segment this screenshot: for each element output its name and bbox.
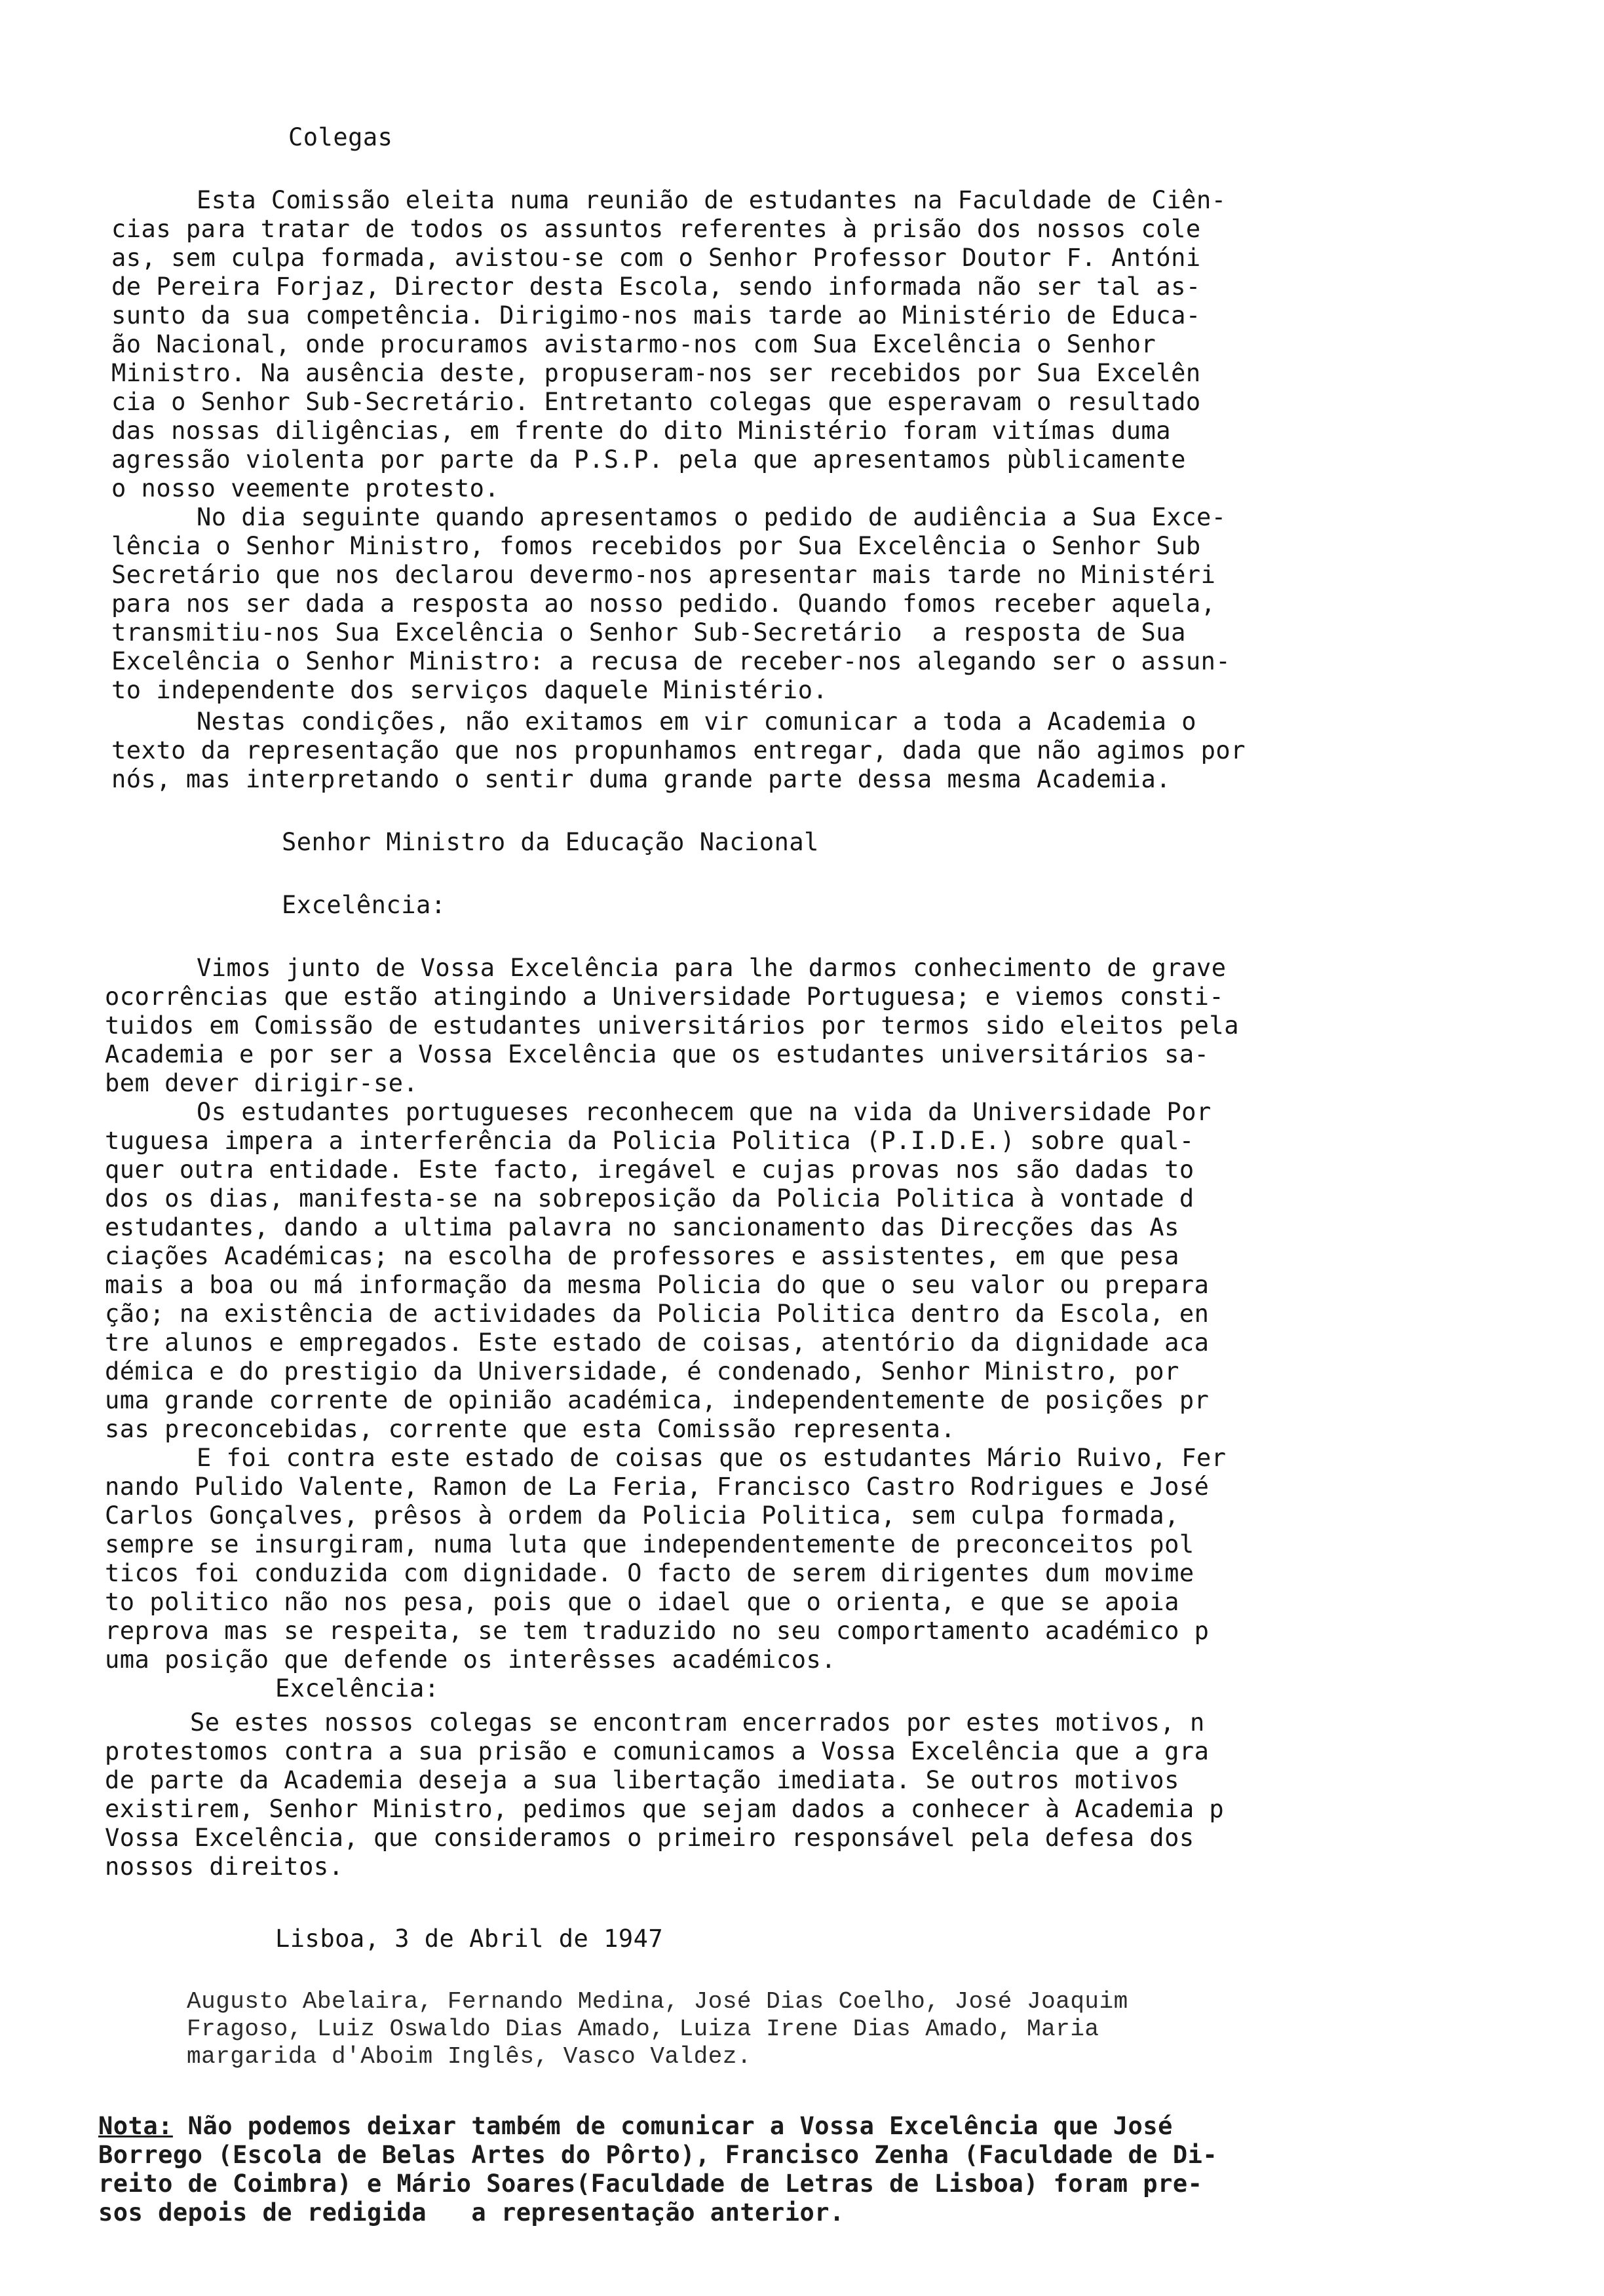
signatories-line: margarida d'Aboim Inglês, Vasco Valdez. [187, 2043, 752, 2070]
intro-line: Ministro. Na ausência deste, propuseram-nos ser recebidos por Sua Excelên [111, 359, 1201, 387]
intro-line: o nosso veemente protesto. [111, 474, 500, 502]
letter-body-line: uma grande corrente de opinião académica, independentemente de posições pr [105, 1386, 1210, 1414]
signatories-line: Fragoso, Luiz Oswaldo Dias Amado, Luiza Irene Dias Amado, Maria [187, 2016, 1099, 2042]
letter-body-line: démica e do prestigio da Universidade, é condenado, Senhor Ministro, por [105, 1357, 1179, 1385]
intro-line: Excelência o Senhor Ministro: a recusa de receber-nos alegando ser o assun- [111, 647, 1231, 675]
intro-line: Nestas condições, não exitamos em vir comunicar a toda a Academia o [197, 707, 1196, 736]
intro-line: Esta Comissão eleita numa reunião de estudantes na Faculdade de Ciên- [197, 186, 1227, 214]
letter-body-line: estudantes, dando a ultima palavra no sancionamento das Direcções das As [105, 1213, 1179, 1241]
intro-line: texto da representação que nos propunhamos entregar, dada que não agimos por [111, 736, 1246, 764]
intro-line: No dia seguinte quando apresentamos o pedido de audiência a Sua Exce- [197, 503, 1227, 531]
letter-body-line: sas preconcebidas, corrente que esta Comissão representa. [105, 1415, 956, 1443]
letter-closing-line: de parte da Academia deseja a sua libertação imediata. Se outros motivos [105, 1766, 1179, 1794]
letter-body-line: ciações Académicas; na escolha de professores e assistentes, em que pesa [105, 1242, 1179, 1270]
letter-body-line: ticos foi conduzida com dignidade. O facto de serem dirigentes dum movime [105, 1559, 1194, 1587]
intro-line: agressão violenta por parte da P.S.P. pela que apresentamos pùblicamente [111, 445, 1186, 474]
letter-body-line: Academia e por ser a Vossa Excelência que os estudantes universitários sa- [105, 1040, 1210, 1068]
intro-line: lência o Senhor Ministro, fomos recebidos por Sua Excelência o Senhor Sub [111, 532, 1201, 560]
signatories-line: Augusto Abelaira, Fernando Medina, José Dias Coelho, José Joaquim [187, 1988, 1128, 2015]
nota-line: sos depois de redigida a representação anterior. [98, 2198, 845, 2227]
letter-body-line: tuguesa impera a interferência da Policia Politica (P.I.D.E.) sobre qual- [105, 1127, 1194, 1155]
letter-greeting: Excelência: [282, 891, 446, 919]
nota-text: Não podemos deixar também de comunicar a Vossa Excelência que José [172, 2112, 1173, 2140]
letter-body-line: sempre se insurgiram, numa luta que independentemente de preconceitos pol [105, 1530, 1194, 1558]
letter-body-line: nando Pulido Valente, Ramon de La Feria, Francisco Castro Rodrigues e José [105, 1473, 1210, 1501]
intro-line: to independente dos serviços daquele Ministério. [111, 676, 828, 704]
letter-body-line: dos os dias, manifesta-se na sobreposição da Policia Politica à vontade d [105, 1184, 1194, 1213]
letter-body-line: tuidos em Comissão de estudantes universitários por termos sido eleitos pela [105, 1011, 1239, 1040]
intro-line: transmitiu-nos Sua Excelência o Senhor Sub-Secretário a resposta de Sua [111, 618, 1186, 647]
letter-body-line: ocorrências que estão atingindo a Universidade Portuguesa; e viemos consti- [105, 983, 1225, 1011]
letter-body-line: uma posição que defende os interêsses académicos. [105, 1646, 837, 1674]
letter-greeting-2: Excelência: [275, 1674, 440, 1703]
letter-body-line: reprova mas se respeita, se tem traduzido no seu comportamento académico p [105, 1617, 1210, 1645]
intro-line: cia o Senhor Sub-Secretário. Entretanto colegas que esperavam o resultado [111, 388, 1201, 416]
letter-body-line: Vimos junto de Vossa Excelência para lhe darmos conhecimento de grave [197, 954, 1227, 982]
letter-body-line: Os estudantes portugueses reconhecem que na vida da Universidade Por [197, 1098, 1212, 1126]
intro-line: de Pereira Forjaz, Director desta Escola, sendo informada não ser tal as- [111, 273, 1201, 301]
letter-addressee: Senhor Ministro da Educação Nacional [282, 828, 819, 856]
letter-body-line: tre alunos e empregados. Este estado de coisas, atentório da dignidade aca [105, 1328, 1210, 1357]
intro-line: sunto da sua competência. Dirigimo-nos mais tarde ao Ministério de Educa- [111, 301, 1201, 329]
letter-body-line: ção; na existência de actividades da Policia Politica dentro da Escola, en [105, 1300, 1210, 1328]
letter-closing-line: existirem, Senhor Ministro, pedimos que sejam dados a conhecer à Academia p [105, 1795, 1225, 1823]
intro-line: cias para tratar de todos os assuntos referentes à prisão dos nossos cole [111, 215, 1201, 243]
nota-line [98, 2111, 1173, 2141]
intro-line: Secretário que nos declarou devermo-nos apresentar mais tarde no Ministéri [111, 561, 1216, 589]
intro-line: nós, mas interpretando o sentir duma grande parte dessa mesma Academia. [111, 765, 1172, 793]
intro-line: das nossas diligências, em frente do dito Ministério foram vitímas duma [111, 417, 1172, 445]
letter-closing-line: protestomos contra a sua prisão e comunicamos a Vossa Excelência que a gra [105, 1737, 1210, 1765]
letter-body-line: bem dever dirigir-se. [105, 1069, 419, 1097]
nota-label: Nota: [98, 2112, 173, 2140]
letter-body-line: Carlos Gonçalves, prêsos à ordem da Policia Politica, sem culpa formada, [105, 1501, 1179, 1530]
nota-line: reito de Coimbra) e Mário Soares(Faculdade de Letras de Lisboa) foram pre- [98, 2170, 1203, 2198]
place-date: Lisboa, 3 de Abril de 1947 [275, 1925, 664, 1953]
nota-line: Borrego (Escola de Belas Artes do Pôrto), Francisco Zenha (Faculdade de Di- [98, 2141, 1218, 2169]
intro-line: as, sem culpa formada, avistou-se com o Senhor Professor Doutor F. Antóni [111, 244, 1201, 272]
intro-line: ão Nacional, onde procuramos avistarmo-nos com Sua Excelência o Senhor [111, 330, 1156, 358]
letter-body-line: E foi contra este estado de coisas que os estudantes Mário Ruivo, Fer [197, 1444, 1227, 1472]
salutation: Colegas [288, 123, 393, 151]
letter-body-line: to politico não nos pesa, pois que o idael que o orienta, e que se apoia [105, 1588, 1179, 1616]
letter-closing-line: Vossa Excelência, que consideramos o primeiro responsável pela defesa dos [105, 1824, 1194, 1852]
letter-closing-line: nossos direitos. [105, 1853, 344, 1881]
letter-closing-line: Se estes nossos colegas se encontram encerrados por estes motivos, n [190, 1708, 1205, 1737]
intro-line: para nos ser dada a resposta ao nosso pedido. Quando fomos receber aquela, [111, 590, 1216, 618]
letter-body-line: quer outra entidade. Este facto, iregável e cujas provas nos são dadas to [105, 1156, 1194, 1184]
letter-body-line: mais a boa ou má informação da mesma Policia do que o seu valor ou prepara [105, 1271, 1210, 1299]
